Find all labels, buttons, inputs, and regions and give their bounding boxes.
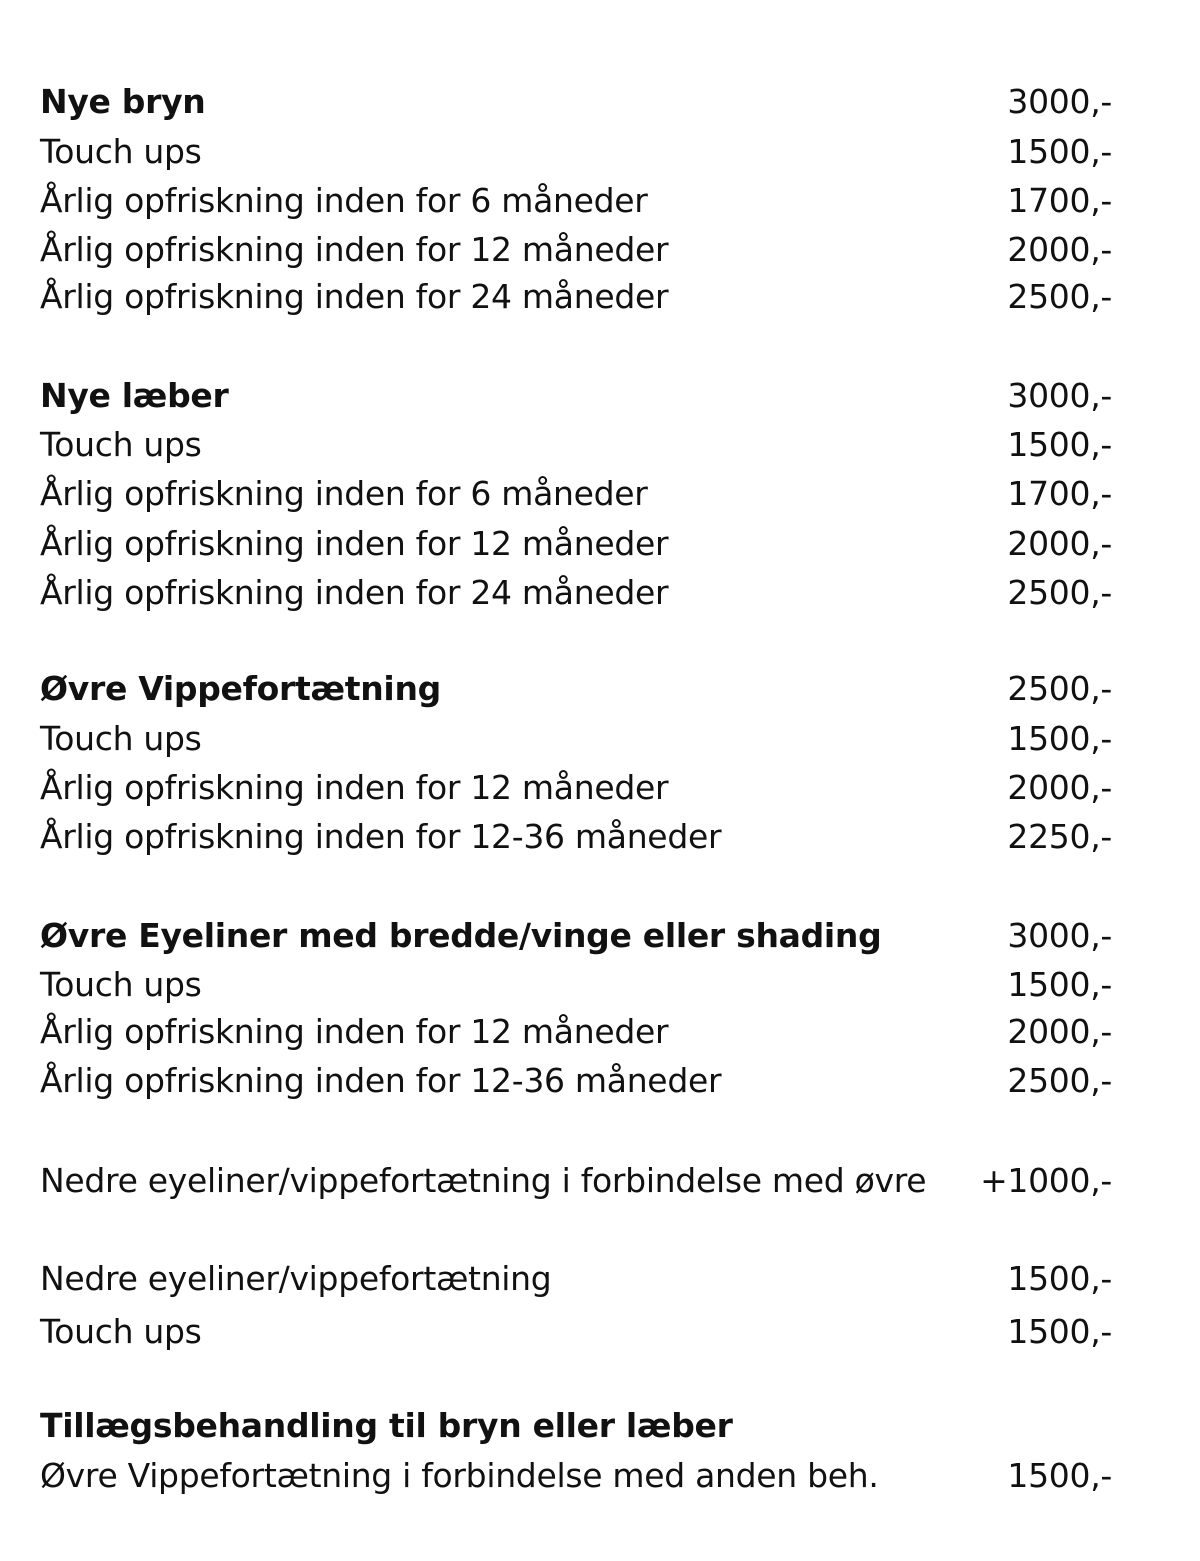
price-row [40,226,1112,274]
section-heading: Tillægsbehandling til bryn eller læber [40,1406,733,1445]
item-label: Touch ups [40,425,202,464]
section-heading-row [40,665,1112,713]
price-row [40,273,1112,321]
price-row [40,715,1112,763]
price: 2500,- [1007,277,1112,316]
section-heading-row [40,372,1112,420]
section-heading: Øvre Vippefortætning [40,669,441,708]
item-label: Touch ups [40,965,202,1004]
price-row [40,1308,1112,1356]
item-label: Touch ups [40,1312,202,1351]
item-label: Øvre Vippefortætning i forbindelse med anden beh. [40,1456,879,1495]
price: 1500,- [1007,1456,1112,1495]
item-label: Årlig opfriskning inden for 12 måneder [40,230,669,269]
item-label: Årlig opfriskning inden for 12 måneder [40,768,669,807]
section-heading-row [40,912,1112,960]
price: 3000,- [1007,82,1112,121]
price-row [40,764,1112,812]
price: 1700,- [1007,474,1112,513]
item-label: Årlig opfriskning inden for 24 måneder [40,573,669,612]
price: 1500,- [1007,425,1112,464]
price: 2500,- [1007,1061,1112,1100]
item-label: Årlig opfriskning inden for 12 måneder [40,1012,669,1051]
price: 2000,- [1007,524,1112,563]
price-row [40,421,1112,469]
price: 2250,- [1007,817,1112,856]
price: 1500,- [1007,132,1112,171]
section-heading-row [40,78,1112,126]
price-row [40,961,1112,1009]
price-row [40,128,1112,176]
price-row [40,1008,1112,1056]
price: 1500,- [1007,965,1112,1004]
item-label: Nedre eyeliner/vippefortætning i forbindelse med øvre [40,1161,927,1200]
price-row [40,520,1112,568]
price-row [40,813,1112,861]
item-label: Årlig opfriskning inden for 12-36 måneder [40,1061,722,1100]
price-row [40,177,1112,225]
price-row [40,1157,1112,1205]
item-label: Årlig opfriskning inden for 12 måneder [40,524,669,563]
price-row [40,1452,1112,1500]
price: 2000,- [1007,230,1112,269]
item-label: Årlig opfriskning inden for 6 måneder [40,474,648,513]
item-label: Nedre eyeliner/vippefortætning [40,1259,552,1298]
price: 2500,- [1007,669,1112,708]
price-row [40,470,1112,518]
section-heading: Nye læber [40,376,229,415]
item-label: Touch ups [40,132,202,171]
item-label: Årlig opfriskning inden for 12-36 måneder [40,817,722,856]
item-label: Årlig opfriskning inden for 24 måneder [40,277,669,316]
item-label: Årlig opfriskning inden for 6 måneder [40,181,648,220]
price: 3000,- [1007,376,1112,415]
section-heading: Øvre Eyeliner med bredde/vinge eller shading [40,916,882,955]
section-heading: Nye bryn [40,82,206,121]
item-label: Touch ups [40,719,202,758]
price-row [40,1255,1112,1303]
price: 1700,- [1007,181,1112,220]
price: 1500,- [1007,1259,1112,1298]
price: +1000,- [980,1161,1112,1200]
price: 1500,- [1007,1312,1112,1351]
price: 3000,- [1007,916,1112,955]
section-heading-row [40,1402,1112,1450]
price-row [40,1057,1112,1105]
price: 2000,- [1007,768,1112,807]
price: 2000,- [1007,1012,1112,1051]
price: 2500,- [1007,573,1112,612]
price-row [40,569,1112,617]
price: 1500,- [1007,719,1112,758]
